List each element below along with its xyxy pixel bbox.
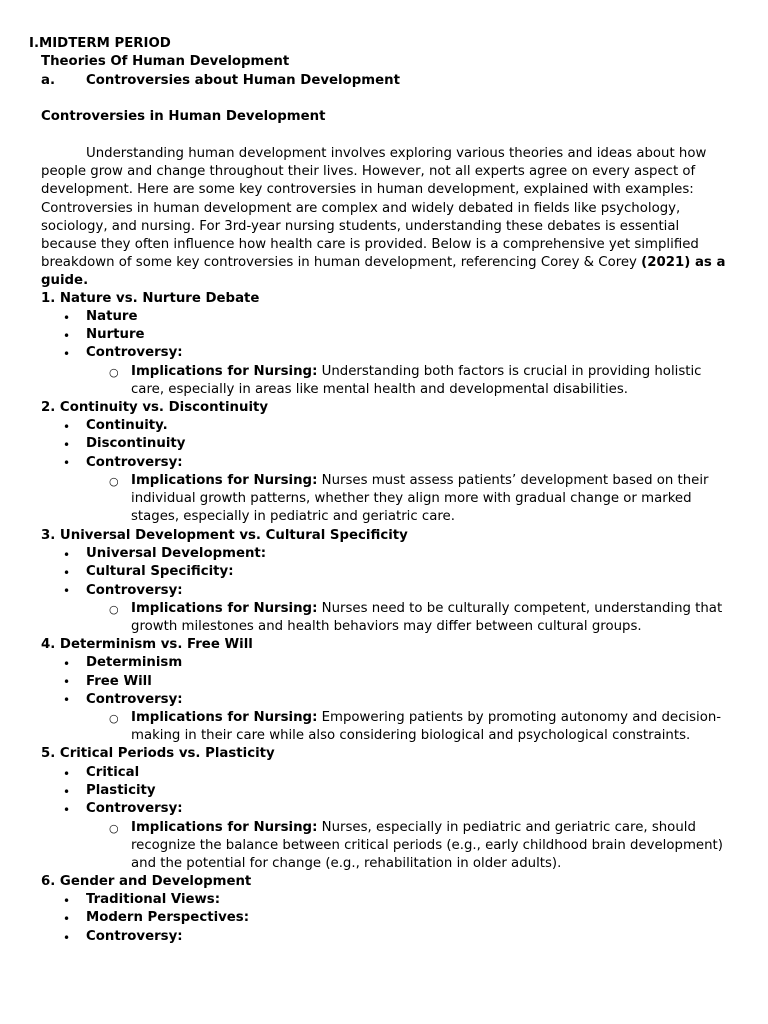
section-4-bullet-2: Free Will: [86, 674, 152, 689]
implications-label: Implications for Nursing:: [131, 364, 318, 379]
circle-bullet-icon: ○: [109, 366, 119, 379]
section-3-implications: [131, 600, 736, 636]
intro-bold-tail: (2021) as a guide.: [41, 255, 726, 289]
implications-label: Implications for Nursing:: [131, 710, 318, 725]
sub-heading: Controversies about Human Development: [86, 73, 400, 88]
section-2-bullet-3: Controversy:: [86, 455, 183, 470]
section-2-bullet-2: Discontinuity: [86, 436, 186, 451]
bullet-icon: •: [63, 584, 71, 598]
bullet-icon: •: [63, 931, 71, 945]
section-4-bullet-1: Determinism: [86, 655, 183, 670]
section-5-bullet-1: Critical: [86, 765, 140, 780]
bullet-icon: •: [63, 657, 71, 671]
bullet-icon: •: [63, 767, 71, 781]
implications-text: Nurses need to be culturally competent, understanding that growth milestones and health behaviors may differ between cultural groups.: [131, 601, 723, 635]
section-5-bullet-2: Plasticity: [86, 783, 156, 798]
section-6-bullet-2: Modern Perspectives:: [86, 910, 250, 925]
bullet-icon: •: [63, 912, 71, 926]
section-5-implications: [131, 819, 736, 874]
sub-letter: a.: [41, 73, 56, 88]
section-3-bullet-3: Controversy:: [86, 583, 183, 598]
section-1-title: 1. Nature vs. Nurture Debate: [41, 291, 260, 306]
bullet-icon: •: [63, 438, 71, 452]
section-2-title: 2. Continuity vs. Discontinuity: [41, 400, 269, 415]
intro-text: Understanding human development involves exploring various theories and ideas about how people grow and change throughout their lives. However, not all experts agree on every aspect of development. Here are some key controversies in human development, explained with examples: Controversies in human development are complex and widely debated in fields like psychology, sociology, and nursing. For 3rd-year nursing students, understanding these debates is essential because they often influence how health care is provided. Below is a comprehensive yet simplified breakdown of some key controversies in human development, referencing Corey & Corey: [41, 146, 707, 271]
circle-bullet-icon: ○: [109, 712, 119, 725]
section-1-bullet-1: Nature: [86, 309, 138, 324]
implications-text: Empowering patients by promoting autonomy and decision-making in their care while also considering biological and psychological constraints.: [131, 710, 722, 744]
section-3-title: 3. Universal Development vs. Cultural Specificity: [41, 528, 408, 543]
bullet-icon: •: [63, 566, 71, 580]
bullet-icon: •: [63, 675, 71, 689]
intro-paragraph: [41, 145, 731, 291]
section-1-implications: [131, 363, 736, 399]
section-2-bullet-1: Continuity.: [86, 418, 168, 433]
section-5-title: 5. Critical Periods vs. Plasticity: [41, 746, 275, 761]
bullet-icon: •: [63, 803, 71, 817]
bullet-icon: •: [63, 693, 71, 707]
section-4-title: 4. Determinism vs. Free Will: [41, 637, 253, 652]
circle-bullet-icon: ○: [109, 603, 119, 616]
bullet-icon: •: [63, 548, 71, 562]
section-6-title: 6. Gender and Development: [41, 874, 252, 889]
bullet-icon: •: [63, 347, 71, 361]
circle-bullet-icon: ○: [109, 822, 119, 835]
circle-bullet-icon: ○: [109, 475, 119, 488]
bullet-icon: •: [63, 456, 71, 470]
section-title: Controversies in Human Development: [41, 109, 326, 124]
implications-label: Implications for Nursing:: [131, 601, 318, 616]
implications-text: Nurses must assess patients’ development based on their individual growth patterns, whether they align more with gradual change or marked stages, especially in pediatric and geriatric care.: [131, 473, 709, 525]
theories-heading: Theories Of Human Development: [41, 54, 290, 69]
implications-text: Understanding both factors is crucial in providing holistic care, especially in areas like mental health and developmental disabilities.: [131, 364, 702, 398]
section-5-bullet-3: Controversy:: [86, 801, 183, 816]
bullet-icon: •: [63, 311, 71, 325]
implications-label: Implications for Nursing:: [131, 473, 318, 488]
section-1-bullet-2: Nurture: [86, 327, 145, 342]
section-3-bullet-1: Universal Development:: [86, 546, 267, 561]
section-6-bullet-1: Traditional Views:: [86, 892, 221, 907]
section-1-bullet-3: Controversy:: [86, 345, 183, 360]
section-4-bullet-3: Controversy:: [86, 692, 183, 707]
period-heading: I.MIDTERM PERIOD: [29, 36, 171, 51]
section-6-bullet-3: Controversy:: [86, 929, 183, 944]
implications-text: Nurses, especially in pediatric and geriatric care, should recognize the balance between critical periods (e.g., early childhood brain development) and the potential for change (e.g., rehabilitation in older adults).: [131, 820, 723, 872]
implications-label: Implications for Nursing:: [131, 820, 318, 835]
bullet-icon: •: [63, 420, 71, 434]
section-4-implications: [131, 709, 736, 745]
section-2-implications: [131, 472, 736, 527]
bullet-icon: •: [63, 785, 71, 799]
section-3-bullet-2: Cultural Specificity:: [86, 564, 234, 579]
bullet-icon: •: [63, 329, 71, 343]
bullet-icon: •: [63, 894, 71, 908]
